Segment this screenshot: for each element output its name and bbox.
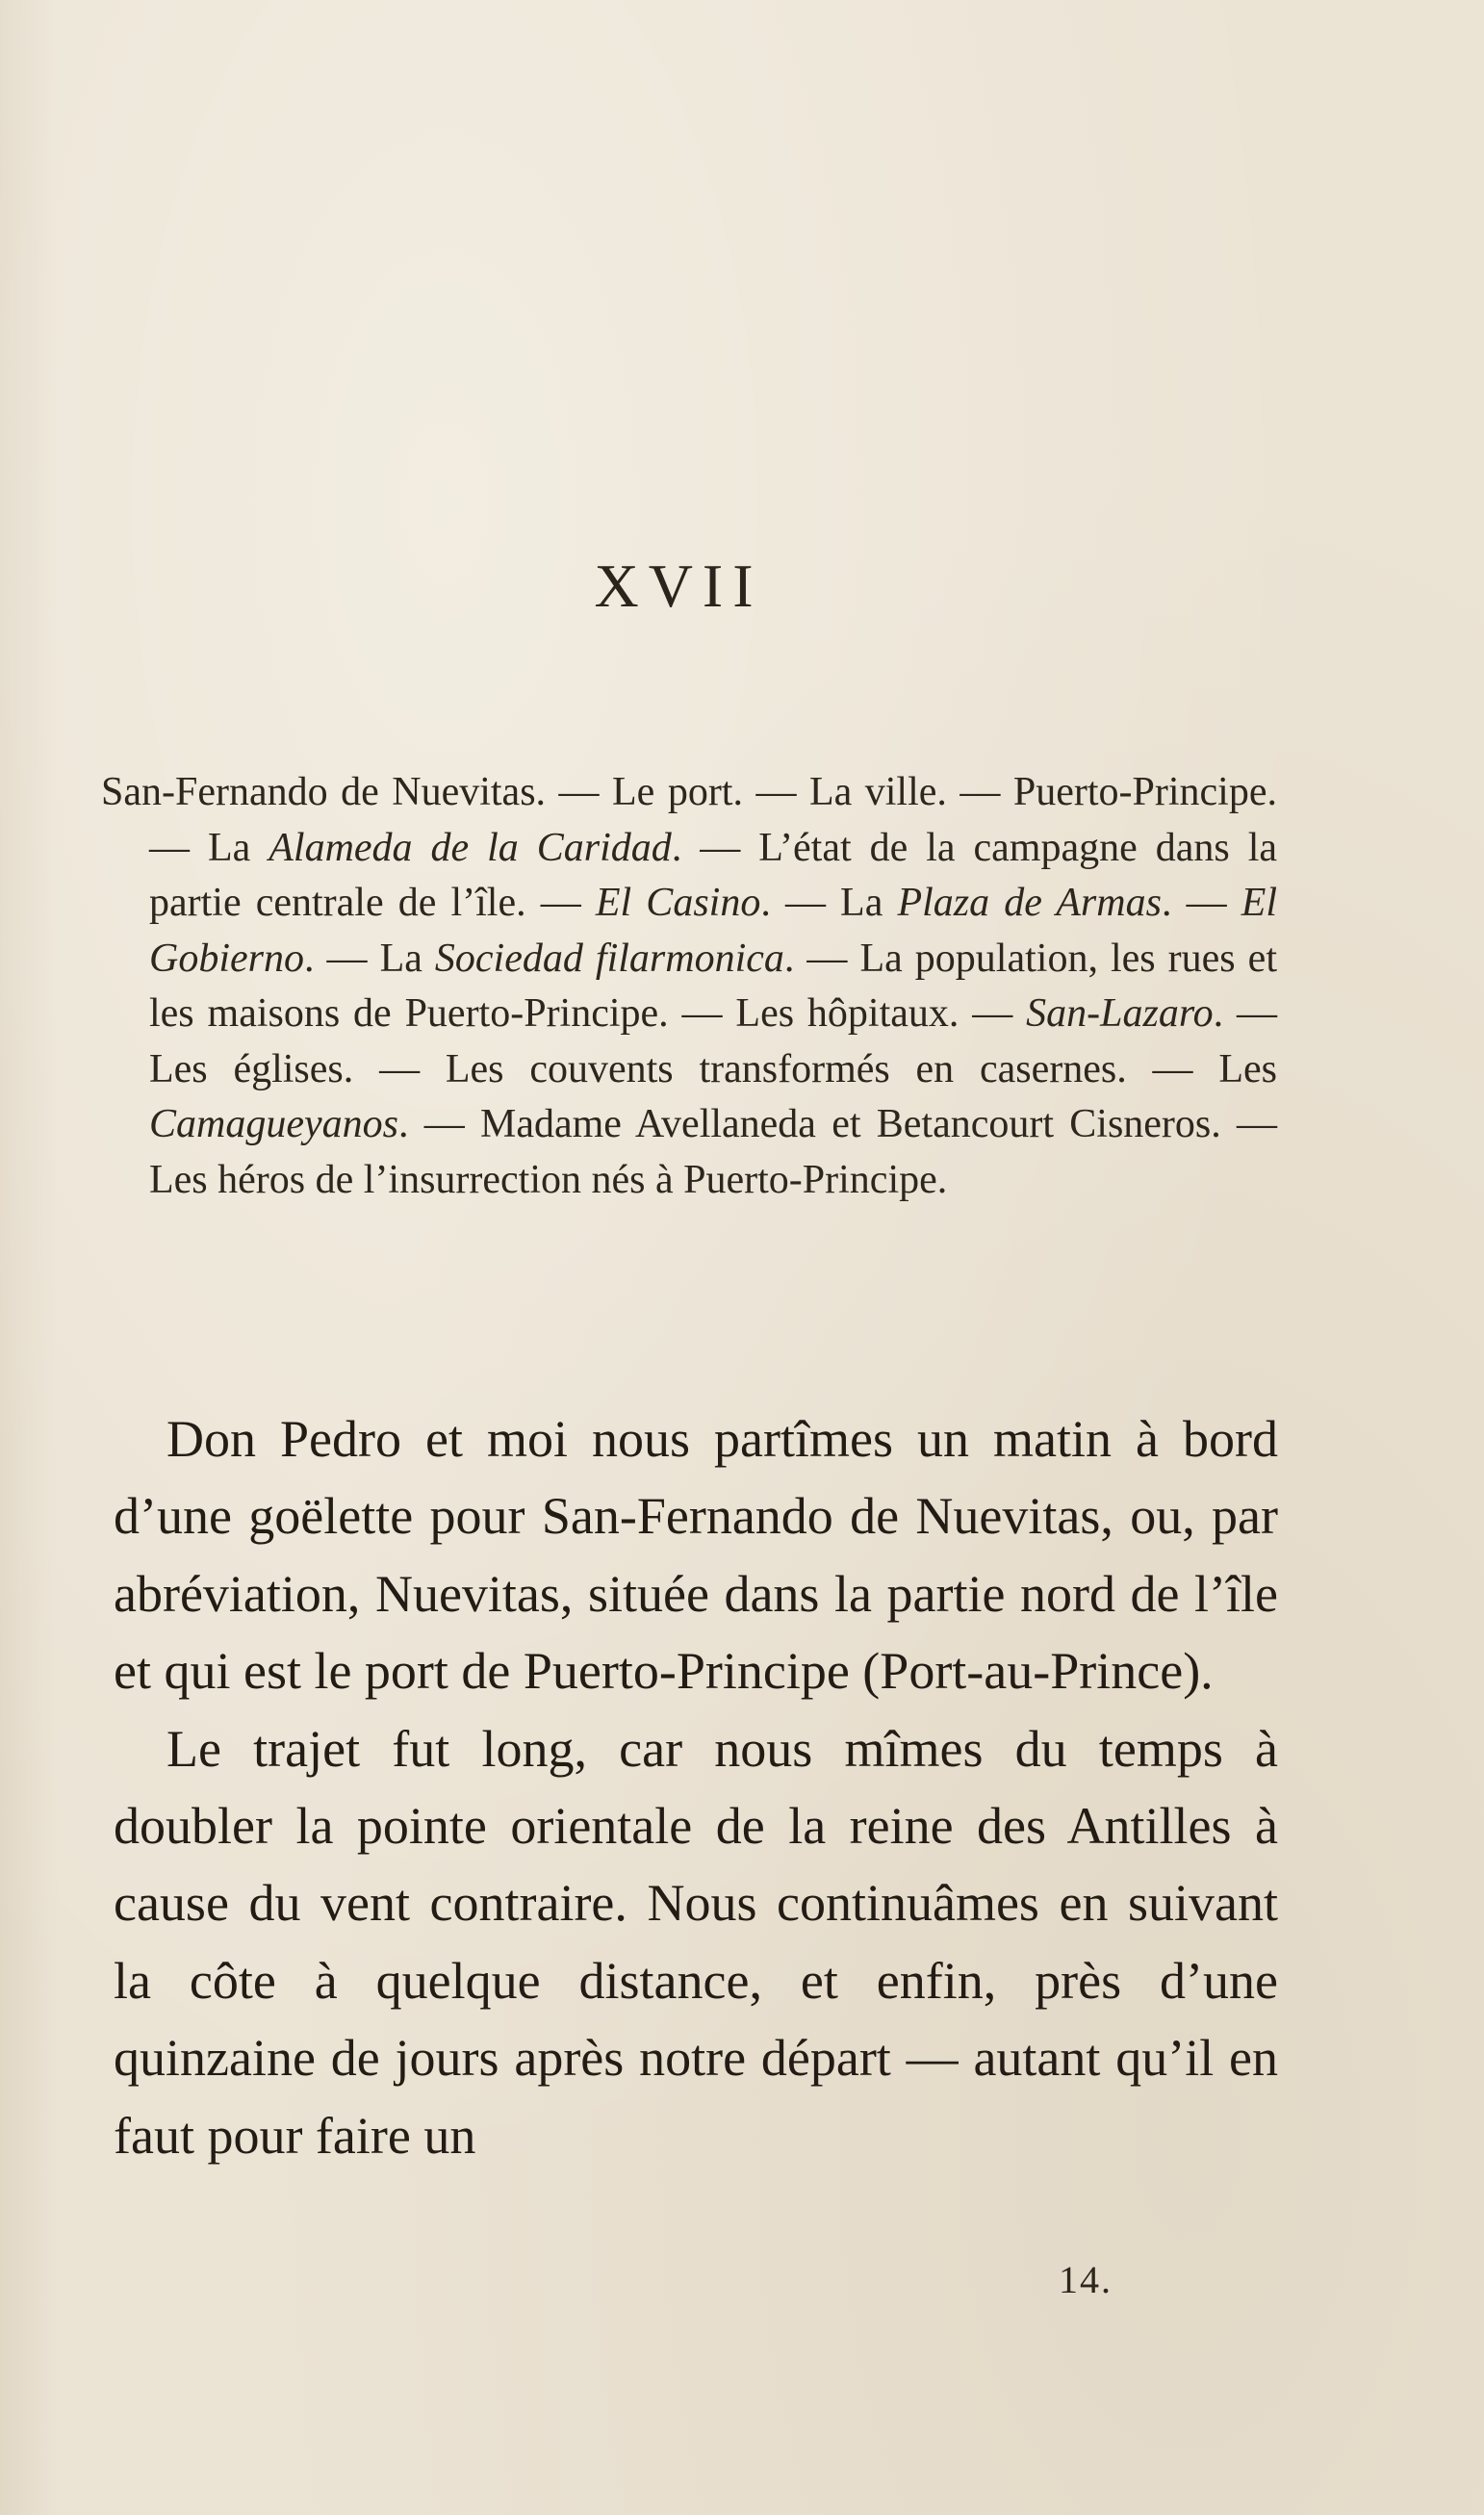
- body-paragraph-1: Don Pedro et moi nous partîmes un matin à bord d’une goëlette pour San-Fernando de Nuevitas, ou, par abréviation, Nuevitas, située dans la partie nord de l’île et qui est le port de Puerto-Principe (Port-au-Prince).: [114, 1410, 1278, 1701]
- summary-text: . — La: [760, 881, 898, 925]
- summary-italic: Plaza de Armas: [897, 881, 1162, 925]
- summary-italic: El Gobierno: [149, 881, 1278, 981]
- summary-text: . —: [1161, 881, 1241, 925]
- chapter-summary: [101, 765, 1277, 1208]
- body-paragraph-2: Le trajet fut long, car nous mîmes du temps à doubler la pointe orientale de la reine des Antilles à cause du vent contraire. Nous continuâmes en suivant la côte à quelque distance, et enfin, près d’une quinzaine de jours après notre départ — autant qu’il en faut pour faire un: [114, 1719, 1278, 2165]
- summary-italic: San-Lazaro: [1026, 991, 1214, 1036]
- summary-text: . — La population, les rues et les maisons de Puerto-Principe. — Les hôpitaux. —: [149, 936, 1277, 1036]
- summary-italic: El Casino: [595, 881, 761, 925]
- summary-paragraph: [101, 765, 1277, 1208]
- body-text: [114, 1400, 1278, 2174]
- summary-text: . — La: [304, 936, 435, 981]
- summary-text: . — Madame Avellaneda et Betancourt Cisneros. — Les héros de l’insurrection nés à Puerto-Principe.: [149, 1102, 1277, 1202]
- summary-italic: Sociedad filarmonica: [434, 936, 784, 981]
- summary-text: . — Les églises. — Les couvents transformés en casernes. — Les: [149, 991, 1277, 1091]
- summary-text: San-Fernando de Nuevitas. — Le port. — La ville. — Puerto-Principe. — La: [101, 770, 1277, 870]
- summary-italic: Camagueyanos: [149, 1102, 398, 1146]
- summary-text: . — L’état de la campagne dans la partie centrale de l’île. —: [149, 825, 1278, 925]
- chapter-number: XVII: [594, 552, 763, 620]
- signature-mark: 14.: [1059, 2258, 1113, 2301]
- summary-italic: Alameda de la Caridad: [269, 825, 672, 870]
